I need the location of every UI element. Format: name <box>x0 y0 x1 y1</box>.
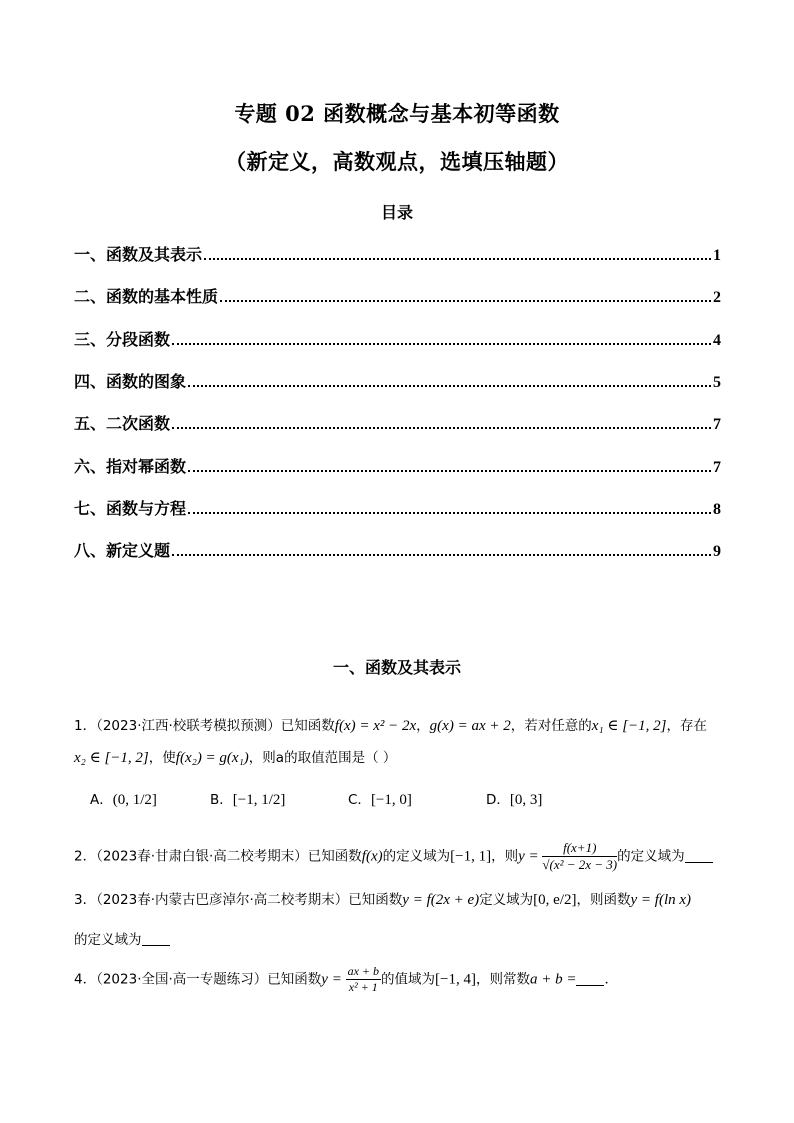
math-expression: y = f(2x + e) <box>402 892 480 908</box>
fraction <box>542 840 617 873</box>
toc-item-label: 一、函数及其表示 <box>74 245 203 264</box>
question-3-line-1 <box>74 890 724 910</box>
option-value: (0, 1/2] <box>112 792 157 808</box>
toc-item[interactable] <box>74 455 721 477</box>
question-text: ， <box>416 718 430 734</box>
option-a[interactable] <box>90 788 157 809</box>
fraction-denominator: √(x² − 2x − 3) <box>542 857 618 872</box>
toc-item-page: 5 <box>713 374 721 391</box>
toc-item[interactable] <box>74 243 721 265</box>
toc-item-page: 7 <box>713 416 721 433</box>
toc-item-label: 七、函数与方程 <box>74 499 187 518</box>
question-text: ，使 <box>148 750 176 766</box>
y-equals: y = <box>518 848 543 865</box>
question-text: ，则 <box>491 848 519 865</box>
y-equals: y = <box>321 971 346 988</box>
toc-item-page: 4 <box>713 332 721 349</box>
math-expression: a + b = <box>529 971 577 988</box>
fraction <box>346 964 381 995</box>
math-expression: g(x) = ax + 2 <box>429 718 511 734</box>
question-number: 4． <box>74 971 97 988</box>
toc-item-label: 六、指对幂函数 <box>74 457 187 476</box>
question-4 <box>74 964 724 995</box>
option-c[interactable] <box>348 788 412 809</box>
answer-blank[interactable] <box>576 971 604 986</box>
toc-leader-dots <box>172 343 711 345</box>
toc-item[interactable] <box>74 539 721 561</box>
math-expression: f(x₂) = g(x₁) <box>175 750 249 766</box>
toc-item-page: 8 <box>713 501 721 518</box>
math-expression: f(x) = x² − 2x <box>334 718 417 734</box>
math-expression: [−1, 1] <box>450 848 492 865</box>
question-2 <box>74 840 734 873</box>
toc-item[interactable] <box>74 497 721 519</box>
toc-item-page: 2 <box>713 289 721 306</box>
fraction-numerator: ax + b <box>347 964 380 978</box>
toc-item-label: 四、函数的图象 <box>74 372 187 391</box>
option-label: C． <box>348 792 371 808</box>
toc-item-page: 1 <box>713 247 721 264</box>
toc-item[interactable] <box>74 328 721 350</box>
question-text: 定义域为 <box>479 892 534 908</box>
toc-item-label: 八、新定义题 <box>74 541 171 560</box>
math-expression: y = f(ln x) <box>630 892 692 908</box>
question-text: ，则a的取值范围是（ ） <box>248 750 397 766</box>
title-line-2: （新定义，高数观点，选填压轴题） <box>225 149 569 174</box>
toc-item-page: 9 <box>713 543 721 560</box>
toc-heading: 目录 <box>380 203 413 222</box>
question-text: ． <box>604 971 618 988</box>
question-source: （2023·全国·高一专题练习）已知函数 <box>96 971 322 988</box>
question-text: ，则函数 <box>576 892 631 908</box>
toc-leader-dots <box>220 300 711 302</box>
question-text: 的定义域为 <box>382 848 451 865</box>
section-heading: 一、函数及其表示 <box>332 658 461 677</box>
question-number: 2． <box>74 848 97 865</box>
question-source: （2023·江西·校联考模拟预测）已知函数 <box>96 718 335 734</box>
toc-leader-dots <box>188 512 711 514</box>
toc-item[interactable] <box>74 285 721 307</box>
question-text: 的定义域为 <box>74 932 142 948</box>
answer-blank[interactable] <box>685 848 713 863</box>
question-text: ，存在 <box>666 718 708 734</box>
toc-leader-dots <box>172 427 711 429</box>
option-label: D． <box>486 792 510 808</box>
math-expression: [0, e/2] <box>533 892 577 908</box>
question-text: ，若对任意的 <box>510 718 592 734</box>
question-3-line-2 <box>74 930 724 950</box>
toc-leader-dots <box>188 385 711 387</box>
toc-leader-dots <box>188 470 711 472</box>
option-label: A． <box>90 792 113 808</box>
option-value: [0, 3] <box>509 792 543 808</box>
answer-blank[interactable] <box>142 931 170 946</box>
option-value: [−1, 1/2] <box>232 792 286 808</box>
question-text: 的值域为 <box>381 971 436 988</box>
math-expression: [−1, 4] <box>435 971 476 988</box>
toc-item-label: 二、函数的基本性质 <box>74 287 219 306</box>
math-expression: f(x) <box>361 848 383 865</box>
question-number: 3． <box>74 892 97 908</box>
toc-item[interactable] <box>74 370 721 392</box>
question-source: （2023春·甘肃白银·高二校考期末）已知函数 <box>96 848 362 865</box>
toc-item-label: 五、二次函数 <box>74 414 171 433</box>
question-1-line-2 <box>74 748 724 768</box>
title-line-1: 专题 02 函数概念与基本初等函数 <box>234 101 560 126</box>
toc-leader-dots <box>172 554 711 556</box>
option-d[interactable] <box>486 788 542 809</box>
question-number: 1． <box>74 718 97 734</box>
fraction-numerator: f(x+1) <box>542 840 617 857</box>
toc-item[interactable] <box>74 412 721 434</box>
question-text: 的定义域为 <box>617 848 685 865</box>
math-expression: x₂ ∈ [−1, 2] <box>74 750 149 766</box>
toc-item-page: 7 <box>713 459 721 476</box>
question-1-line-1 <box>74 716 724 736</box>
option-b[interactable] <box>210 788 285 809</box>
math-expression: x₁ ∈ [−1, 2] <box>591 718 667 734</box>
fraction-denominator: x² + 1 <box>348 980 378 994</box>
question-source: （2023春·内蒙古巴彦淖尔·高二校考期末）已知函数 <box>96 892 403 908</box>
option-value: [−1, 0] <box>370 792 412 808</box>
question-text: ，则常数 <box>475 971 530 988</box>
toc-item-label: 三、分段函数 <box>74 330 171 349</box>
toc-leader-dots <box>204 258 711 260</box>
option-label: B． <box>210 792 233 808</box>
